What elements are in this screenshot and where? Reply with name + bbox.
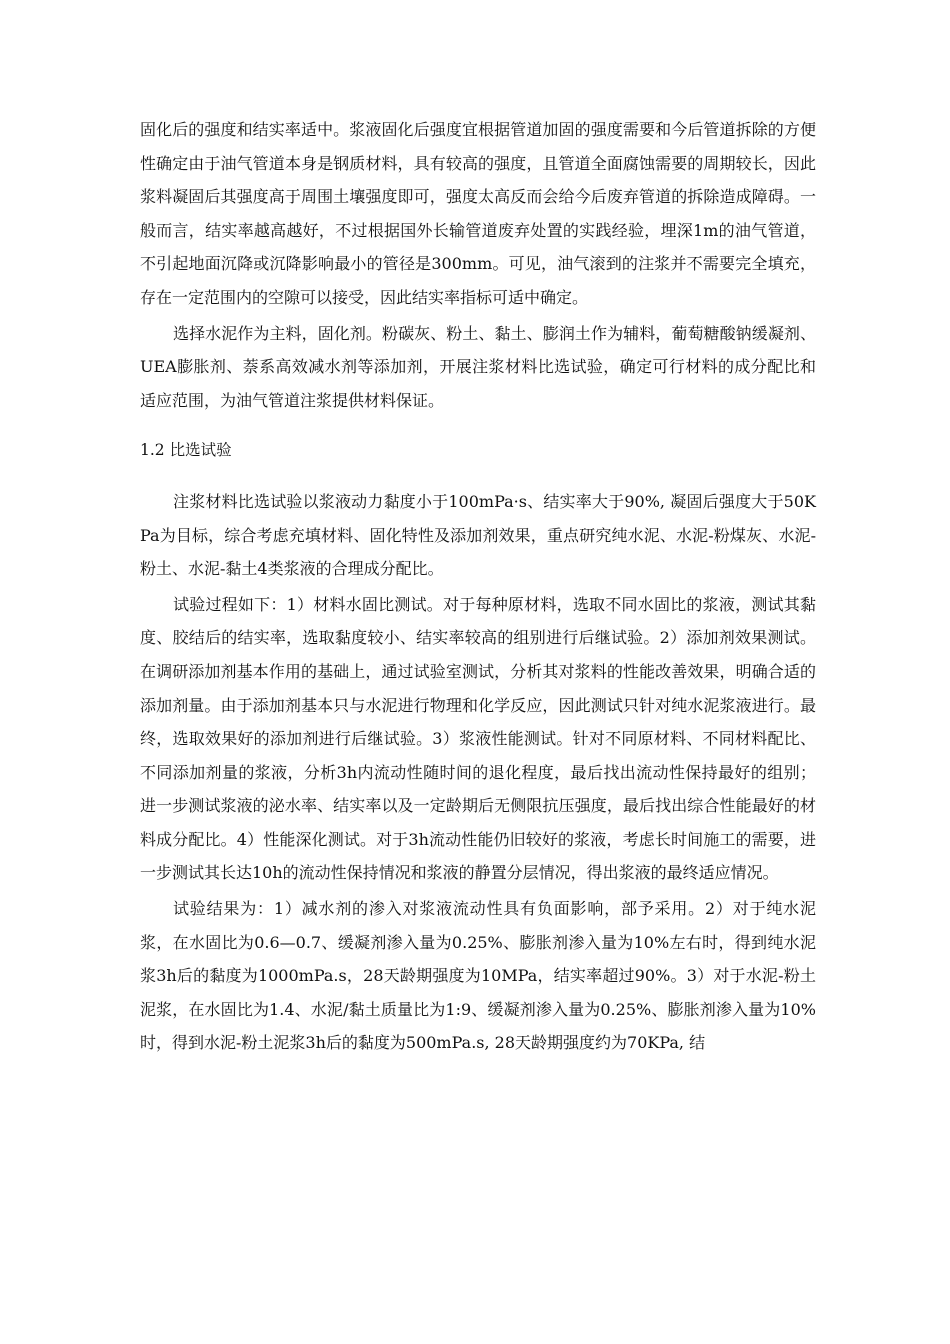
paragraph-test-procedure: 试验过程如下：1）材料水固比测试。对于每种原材料，选取不同水固比的浆液，测试其黏度、胶结后的结实率，选取黏度较小、结实率较高的组别进行后继试验。2）添加剂效果测试。在调研添加剂基本作用的基础上，通过试验室测试，分析其对浆料的性能改善效果，明确合适的添加剂量。由于添加剂基本只与水泥进行物理和化学反应，因此测试只针对纯水泥浆液进行。最终，选取效果好的添加剂进行后继试验。3）浆液性能测试。针对不同原材料、不同材料配比、不同添加剂量的浆液，分析3h内流动性随时间的退化程度，最后找出流动性保持最好的组别；进一步测试浆液的泌水率、结实率以及一定龄期后无侧限抗压强度，最后找出综合性能最好的材料成分配比。4）性能深化测试。对于3h流动性能仍旧较好的浆液，考虑长时间施工的需要，进一步测试其长达10h的流动性保持情况和浆液的静置分层情况，得出浆液的最终适应情况。 — [140, 594, 816, 883]
paragraph-test-results: 试验结果为：1）减水剂的渗入对浆液流动性具有负面影响，部予采用。2）对于纯水泥浆，在水固比为0.6—0.7、缓凝剂渗入量为0.25%、膨胀剂渗入量为10%左右时，得到纯水泥浆3h后的黏度为1000mPa.s，28天龄期强度为10MPa，结实率超过90%。3）对于水泥-粉土泥浆，在水固比为1.4、水泥/黏土质量比为1:9、缓凝剂渗入量为0.25%、膨胀剂渗入量为10%时，得到水泥-粉土泥浆3h后的黏度为500mPa.s, 28天龄期强度约为70KPa, 结 — [140, 899, 816, 1053]
section-heading: 1.2 比选试验 — [140, 441, 232, 460]
paragraph-test-objective: 注浆材料比选试验以浆液动力黏度小于100mPa·s、结实率大于90%, 凝固后强度大于50KPa为目标，综合考虑充填材料、固化特性及添加剂效果，重点研究纯水泥、水泥-粉煤灰、水泥-粉土、水泥-黏土4类浆液的合理成分配比。 — [140, 491, 816, 579]
paragraph-strength-and-compaction: 固化后的强度和结实率适中。浆液固化后强度宜根据管道加固的强度需要和今后管道拆除的方便性确定由于油气管道本身是钢质材料，具有较高的强度，且管道全面腐蚀需要的周期较长，因此浆料凝固后其强度高于周围土壤强度即可，强度太高反而会给今后废弃管道的拆除造成障碍。一般而言，结实率越高越好，不过根据国外长输管道废弃处置的实践经验，埋深1m的油气管道，不引起地面沉降或沉降影响最小的管径是300mm。可见，油气滚到的注浆并不需要完全填充，存在一定范围内的空隙可以接受，因此结实率指标可适中确定。 — [140, 120, 816, 307]
paragraph-material-selection: 选择水泥作为主料，固化剂。粉碳灰、粉土、黏土、膨润土作为辅料，葡萄糖酸钠缓凝剂、UEA膨胀剂、萘系高效减水剂等添加剂，开展注浆材料比选试验，确定可行材料的成分配比和适应范围，为油气管道注浆提供材料保证。 — [140, 323, 816, 410]
document-body — [140, 113, 816, 1060]
